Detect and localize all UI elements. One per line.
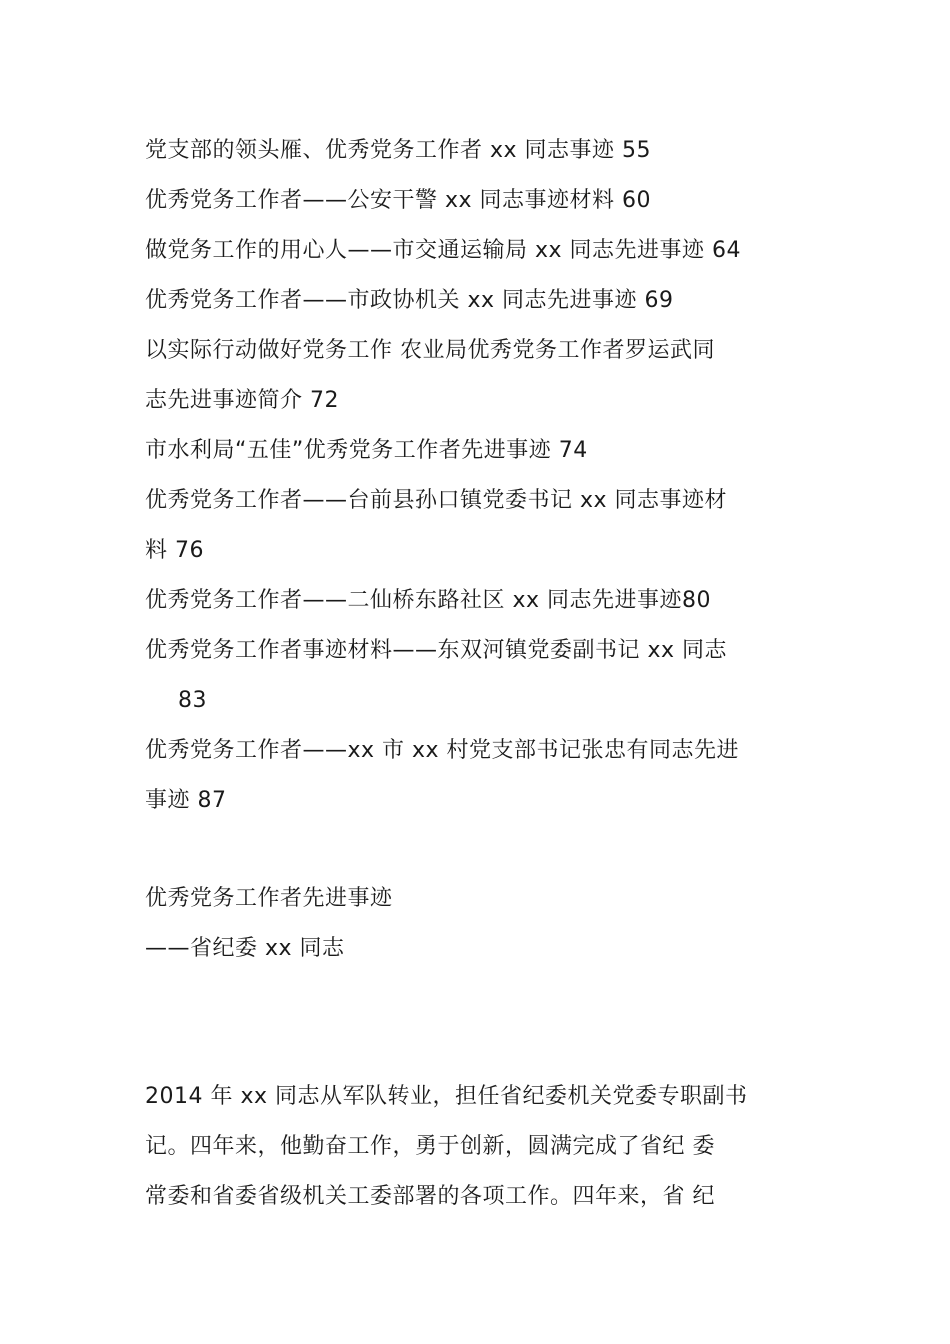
toc-entry: 优秀党务工作者——台前县孙口镇党委书记 xx 同志事迹材 <box>145 488 728 513</box>
toc-entry: 优秀党务工作者——市政协机关 xx 同志先进事迹 69 <box>145 288 674 313</box>
toc-entry: 优秀党务工作者——二仙桥东路社区 xx 同志先进事迹80 <box>145 588 712 613</box>
section-subtitle: ——省纪委 xx 同志 <box>145 936 345 961</box>
toc-entry-continuation: 志先进事迹简介 72 <box>145 388 339 413</box>
body-paragraph-line: 2014 年 xx 同志从军队转业，担任省纪委机关党委专职副书 <box>145 1084 748 1109</box>
body-paragraph-line: 常委和省委省级机关工委部署的各项工作。四年来，省 纪 <box>145 1184 715 1209</box>
toc-entry: 优秀党务工作者事迹材料——东双河镇党委副书记 xx 同志 <box>145 638 728 663</box>
toc-entry: 以实际行动做好党务工作 农业局优秀党务工作者罗运武同 <box>145 338 715 363</box>
body-paragraph-line: 记。四年来，他勤奋工作，勇于创新，圆满完成了省纪 委 <box>145 1134 715 1159</box>
toc-entry: 优秀党务工作者——xx 市 xx 村党支部书记张忠有同志先进 <box>145 738 740 763</box>
toc-entry: 优秀党务工作者——公安干警 xx 同志事迹材料 60 <box>145 188 652 213</box>
toc-entry: 做党务工作的用心人——市交通运输局 xx 同志先进事迹 64 <box>145 238 742 263</box>
toc-entry: 市水利局“五佳”优秀党务工作者先进事迹 74 <box>145 438 588 463</box>
toc-entry-page-number: 83 <box>178 688 207 713</box>
toc-entry-continuation: 事迹 87 <box>145 788 227 813</box>
toc-entry-continuation: 料 76 <box>145 538 204 563</box>
toc-entry: 党支部的领头雁、优秀党务工作者 xx 同志事迹 55 <box>145 138 652 163</box>
section-title: 优秀党务工作者先进事迹 <box>145 886 393 911</box>
